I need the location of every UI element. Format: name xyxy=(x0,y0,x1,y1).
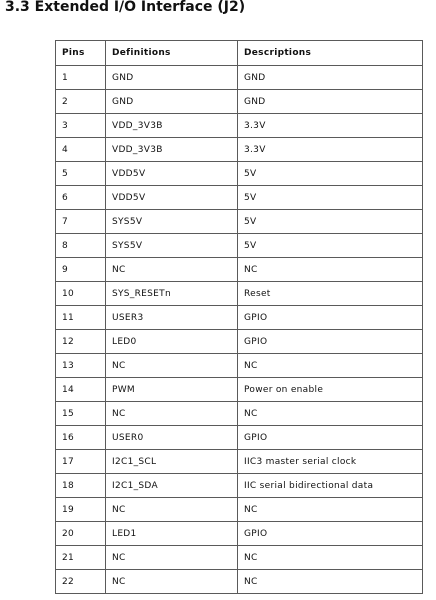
description-cell: NC xyxy=(238,402,423,426)
description-cell: Reset xyxy=(238,282,423,306)
table-row xyxy=(56,66,423,90)
description-cell: 3.3V xyxy=(238,138,423,162)
description-cell: 5V xyxy=(238,234,423,258)
description-cell: Power on enable xyxy=(238,378,423,402)
pin-cell: 14 xyxy=(56,378,106,402)
description-cell: GPIO xyxy=(238,522,423,546)
definition-cell: NC xyxy=(106,546,238,570)
definition-cell: LED1 xyxy=(106,522,238,546)
table-row xyxy=(56,426,423,450)
description-cell: GPIO xyxy=(238,330,423,354)
table-row xyxy=(56,258,423,282)
pin-table xyxy=(55,40,423,594)
table-row xyxy=(56,498,423,522)
description-cell: NC xyxy=(238,258,423,282)
table-row xyxy=(56,474,423,498)
table-row xyxy=(56,450,423,474)
table-row xyxy=(56,186,423,210)
table-body xyxy=(56,66,423,594)
table-row xyxy=(56,306,423,330)
table-row xyxy=(56,402,423,426)
definition-cell: NC xyxy=(106,258,238,282)
definition-cell: VDD_3V3B xyxy=(106,138,238,162)
pin-cell: 8 xyxy=(56,234,106,258)
definition-cell: USER0 xyxy=(106,426,238,450)
description-cell: 5V xyxy=(238,210,423,234)
pin-cell: 3 xyxy=(56,114,106,138)
table-row xyxy=(56,330,423,354)
definition-cell: NC xyxy=(106,570,238,594)
definition-cell: PWM xyxy=(106,378,238,402)
definition-cell: GND xyxy=(106,90,238,114)
definition-cell: NC xyxy=(106,498,238,522)
table-row xyxy=(56,282,423,306)
pin-cell: 9 xyxy=(56,258,106,282)
definition-cell: LED0 xyxy=(106,330,238,354)
header-descriptions: Descriptions xyxy=(238,41,423,66)
pin-cell: 16 xyxy=(56,426,106,450)
description-cell: NC xyxy=(238,570,423,594)
table-row xyxy=(56,162,423,186)
definition-cell: SYS5V xyxy=(106,234,238,258)
pin-cell: 10 xyxy=(56,282,106,306)
header-row xyxy=(56,41,423,66)
description-cell: GND xyxy=(238,90,423,114)
table-row xyxy=(56,234,423,258)
description-cell: IIC serial bidirectional data xyxy=(238,474,423,498)
pin-cell: 11 xyxy=(56,306,106,330)
table-row xyxy=(56,210,423,234)
pin-cell: 15 xyxy=(56,402,106,426)
section-title: 3.3 Extended I/O Interface (J2) xyxy=(5,0,246,15)
description-cell: NC xyxy=(238,498,423,522)
pin-cell: 13 xyxy=(56,354,106,378)
table-row xyxy=(56,138,423,162)
pin-cell: 22 xyxy=(56,570,106,594)
description-cell: 5V xyxy=(238,162,423,186)
definition-cell: USER3 xyxy=(106,306,238,330)
definition-cell: VDD5V xyxy=(106,186,238,210)
definition-cell: I2C1_SDA xyxy=(106,474,238,498)
table-row xyxy=(56,546,423,570)
definition-cell: I2C1_SCL xyxy=(106,450,238,474)
header-definitions: Definitions xyxy=(106,41,238,66)
definition-cell: VDD5V xyxy=(106,162,238,186)
pin-cell: 17 xyxy=(56,450,106,474)
pin-cell: 5 xyxy=(56,162,106,186)
pin-cell: 6 xyxy=(56,186,106,210)
pin-cell: 20 xyxy=(56,522,106,546)
table-row xyxy=(56,90,423,114)
table-row xyxy=(56,114,423,138)
definition-cell: NC xyxy=(106,354,238,378)
pin-cell: 2 xyxy=(56,90,106,114)
header-pins: Pins xyxy=(56,41,106,66)
pin-cell: 18 xyxy=(56,474,106,498)
pin-cell: 21 xyxy=(56,546,106,570)
definition-cell: GND xyxy=(106,66,238,90)
description-cell: GPIO xyxy=(238,306,423,330)
pin-cell: 7 xyxy=(56,210,106,234)
pin-cell: 4 xyxy=(56,138,106,162)
table-row xyxy=(56,570,423,594)
definition-cell: SYS5V xyxy=(106,210,238,234)
description-cell: GPIO xyxy=(238,426,423,450)
description-cell: GND xyxy=(238,66,423,90)
definition-cell: SYS_RESETn xyxy=(106,282,238,306)
description-cell: NC xyxy=(238,546,423,570)
pin-cell: 1 xyxy=(56,66,106,90)
description-cell: NC xyxy=(238,354,423,378)
table-row xyxy=(56,354,423,378)
table-header xyxy=(56,41,423,66)
description-cell: 3.3V xyxy=(238,114,423,138)
table-row xyxy=(56,522,423,546)
description-cell: 5V xyxy=(238,186,423,210)
description-cell: IIC3 master serial clock xyxy=(238,450,423,474)
pin-cell: 19 xyxy=(56,498,106,522)
definition-cell: VDD_3V3B xyxy=(106,114,238,138)
pin-cell: 12 xyxy=(56,330,106,354)
definition-cell: NC xyxy=(106,402,238,426)
table-row xyxy=(56,378,423,402)
